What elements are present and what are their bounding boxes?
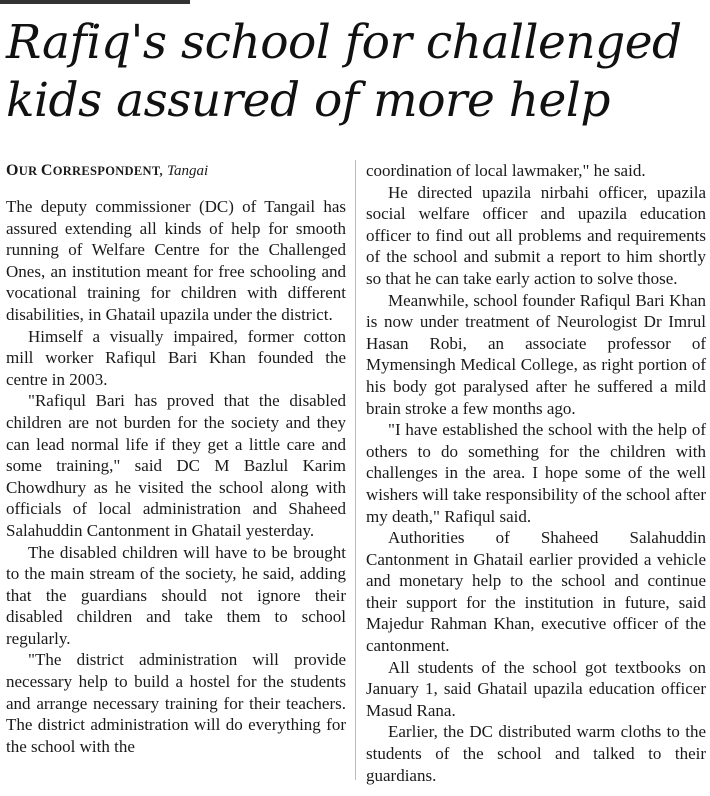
headline-line-2: kids assured of more help [6,73,610,128]
paragraph: The deputy commissioner (DC) of Tangail has assured extending all kinds of help for smooth running of Welfare Centre for the Challenged Ones, an institution meant for free schooling and vocational training for children with different disabilities, in Ghatail upazila under the district. [6,197,346,324]
headline [6,14,706,130]
paragraph: Meanwhile, school founder Rafiqul Bari Khan is now under treatment of Neurologist Dr Imrul Hasan Robi, an associate professor of Mymensingh Medical College, as right portion of his body got paralysed after he suffered a mild brain stroke a few months ago. [366,290,706,418]
paragraph: The disabled children will have to be brought to the main stream of the society, he said, adding that the guardians should not ignore their disabled children and take them to school regularly. [6,542,346,648]
paragraph: Earlier, the DC distributed warm cloths to the students of the school and talked to their guardians. [366,722,706,785]
byline-part-1: UR [18,164,41,178]
headline-line-1: Rafiq's school for challenged [6,15,682,70]
paragraph: He directed upazila nirbahi officer, upazila social welfare officer and upazila education officer to find out all problems and requirements of the school and submit a report to him shortly so that he can take early action to solve those. [366,182,706,288]
byline-initial-2: C [40,162,53,179]
paragraph: Authorities of Shaheed Salahuddin Cantonment in Ghatail earlier provided a vehicle and monetary help to the school and continue their support for the institution in future, said Majedur Rahman Khan, executive officer of the cantonment. [366,528,706,656]
byline-place: Tangai [167,163,209,179]
byline-initial-1: O [6,162,19,179]
byline [6,160,346,186]
paragraph: All students of the school got textbooks on January 1, said Ghatail upazila education officer Masud Rana. [366,657,706,720]
right-column [366,160,706,786]
paragraph: coordination of local lawmaker," he said. [366,161,646,180]
column-divider [355,160,356,780]
top-rule [0,0,190,4]
byline-part-2: ORRESPONDENT, [52,164,163,178]
paragraph: "I have established the school with the help of others to do something for the children with challenges in the area. I hope some of the well wishers will take responsibility of the school after my death," Rafiqul said. [366,420,706,526]
left-column [6,160,346,757]
paragraph: Himself a visually impaired, former cotton mill worker Rafiqul Bari Khan founded the centre in 2003. [6,326,346,389]
paragraph: "Rafiqul Bari has proved that the disabled children are not burden for the society and they can lead normal life if they get a little care and some training," said DC M Bazlul Karim Chowdhury as he visited the school along with officials of local administration and Shaheed Salahuddin Cantonment in Ghatail yesterday. [6,391,346,540]
paragraph: "The district administration will provide necessary help to build a hostel for the students and arrange necessary training for their teachers. The district administration will do everything for the school with the [6,650,346,756]
